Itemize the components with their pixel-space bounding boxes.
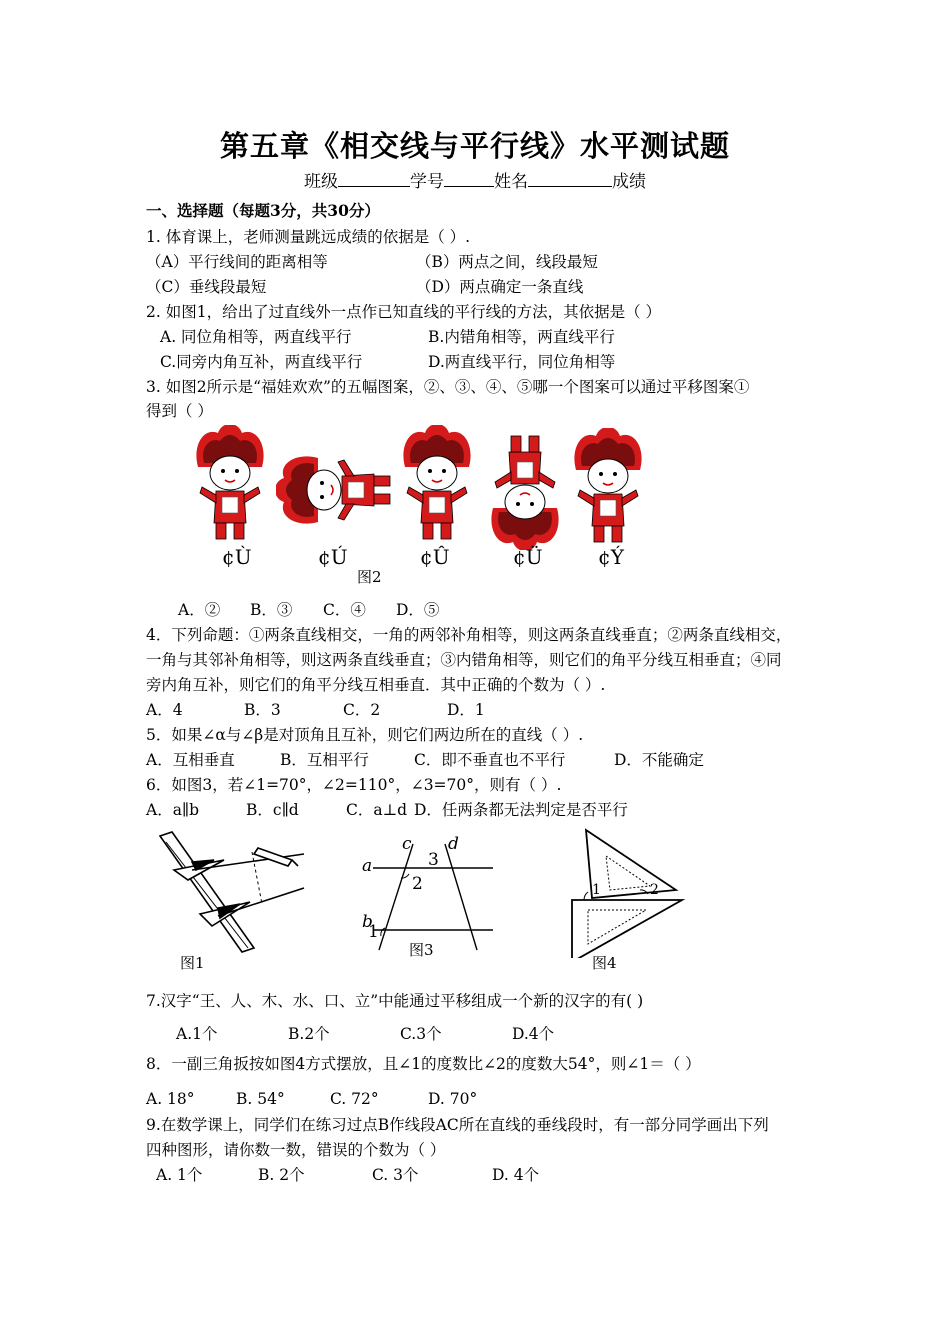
q3-stem-line1: 3. 如图2所示是“福娃欢欢”的五幅图案，②、③、④、⑤哪一个图案可以通过平移图案① <box>146 378 750 396</box>
q8-option-d[interactable]: D. 70° <box>428 1090 478 1108</box>
q4-option-a[interactable]: A．4 <box>146 701 183 719</box>
q7-option-c[interactable]: C.3个 <box>400 1025 442 1043</box>
number-blank[interactable] <box>444 170 494 187</box>
q9-option-b[interactable]: B. 2个 <box>258 1166 305 1184</box>
q4-line2: 一角与其邻补角相等，则这两条直线垂直；③内错角相等，则它们的角平分线互相垂直；④同 <box>146 651 782 669</box>
q9-option-a[interactable]: A. 1个 <box>156 1166 203 1184</box>
name-blank[interactable] <box>528 170 612 187</box>
q3-option-a[interactable]: A．② <box>178 601 221 619</box>
fig3-angle-2: 2 <box>412 874 423 894</box>
fig3-label-b: b <box>362 912 373 932</box>
q3-option-b[interactable]: B．③ <box>250 601 293 619</box>
section-heading: 一、选择题（每题3分，共30分） <box>146 201 380 220</box>
q1-stem: 1. 体育课上，老师测量跳远成绩的依据是（ ）. <box>146 228 471 246</box>
q8-option-b[interactable]: B. 54° <box>236 1090 285 1108</box>
q7-option-a[interactable]: A.1个 <box>176 1025 218 1043</box>
q7-stem: 7.汉字“王、人、木、水、口、立”中能通过平移组成一个新的汉字的有( ) <box>146 992 644 1010</box>
q4-line1: 4．下列命题：①两条直线相交，一角的两邻补角相等，则这两条直线垂直；②两条直线相交， <box>146 626 792 644</box>
q2-option-b[interactable]: B.内错角相等，两直线平行 <box>428 328 615 346</box>
fuwa-figure-4 <box>485 432 565 550</box>
fig3-label-c: c <box>402 834 412 854</box>
class-label: 班级 <box>304 172 338 192</box>
figure1-diagram <box>152 830 312 955</box>
figure4-caption: 图4 <box>592 954 617 972</box>
q5-stem: 5．如果∠α与∠β是对顶角且互补，则它们两边所在的直线（ ）. <box>146 726 584 744</box>
q1-option-a[interactable]: （A）平行线间的距离相等 <box>146 253 328 271</box>
q6-option-b[interactable]: B．c∥d <box>246 801 299 819</box>
q6-stem: 6．如图3，若∠1=70°，∠2=110°，∠3=70°，则有（ ）. <box>146 776 562 794</box>
q3-option-d[interactable]: D．⑤ <box>396 601 440 619</box>
student-info-line <box>0 167 950 192</box>
q2-option-a[interactable]: A. 同位角相等，两直线平行 <box>160 328 352 346</box>
q6-option-d[interactable]: D．任两条都无法判定是否平行 <box>414 801 628 819</box>
q9-line2: 四种图形，请你数一数，错误的个数为（ ） <box>146 1141 446 1159</box>
fig3-label-a: a <box>362 856 373 876</box>
q8-option-a[interactable]: A. 18° <box>146 1090 195 1108</box>
q6-option-a[interactable]: A．a∥b <box>146 801 200 819</box>
fig3-angle-3: 3 <box>428 850 439 870</box>
q5-option-a[interactable]: A．互相垂直 <box>146 751 235 769</box>
q4-line3: 旁内角互补，则它们的角平分线互相垂直．其中正确的个数为（ ）. <box>146 676 606 694</box>
q9-line1: 9.在数学课上，同学们在练习过点B作线段AC所在直线的垂线段时，有一部分同学画出下列 <box>146 1116 769 1134</box>
q3-stem-line2: 得到（ ） <box>146 402 213 420</box>
fuwa-label-5: ¢Ý <box>598 545 624 569</box>
fig4-angle-2: 2 <box>650 882 659 898</box>
q8-stem: 8．一副三角扳按如图4方式摆放，且∠1的度数比∠2的度数大54°，则∠1＝（ ） <box>146 1055 701 1073</box>
page-title: 第五章《相交线与平行线》水平测试题 <box>219 129 730 163</box>
q2-stem: 2. 如图1，给出了过直线外一点作已知直线的平行线的方法，其依据是（ ） <box>146 303 662 321</box>
figure3-caption: 图3 <box>409 941 434 959</box>
fuwa-upright <box>196 425 263 539</box>
fig4-angle-1: 1 <box>592 882 601 898</box>
fuwa-figure-1 <box>190 425 270 543</box>
fuwa-label-4: ¢Ü <box>513 545 543 569</box>
line-c <box>379 844 413 950</box>
score-label: 成绩 <box>612 172 646 192</box>
fig3-angle-1: 1 <box>368 922 379 942</box>
q4-option-b[interactable]: B．3 <box>244 701 281 719</box>
number-label: 学号 <box>410 172 444 192</box>
q1-option-b[interactable]: （B）两点之间，线段最短 <box>416 253 598 271</box>
figure4-diagram <box>566 826 690 958</box>
figure2-caption: 图2 <box>357 568 382 586</box>
q2-option-d[interactable]: D.两直线平行，同位角相等 <box>428 353 616 371</box>
line-d <box>445 844 477 950</box>
fuwa-figure-3 <box>397 425 477 543</box>
q7-option-b[interactable]: B.2个 <box>288 1025 330 1043</box>
fuwa-figure-2 <box>276 450 394 530</box>
q9-option-d[interactable]: D. 4个 <box>492 1166 540 1184</box>
fuwa-label-2: ¢Ú <box>318 545 348 569</box>
q6-option-c[interactable]: C．a⊥d <box>346 801 408 819</box>
q3-option-c[interactable]: C．④ <box>323 601 366 619</box>
fig3-label-d: d <box>448 834 459 854</box>
q4-option-d[interactable]: D．1 <box>447 701 485 719</box>
name-label: 姓名 <box>494 172 528 192</box>
fuwa-label-1: ¢Ù <box>222 545 252 569</box>
q5-option-d[interactable]: D．不能确定 <box>614 751 704 769</box>
q9-option-c[interactable]: C. 3个 <box>372 1166 419 1184</box>
class-blank[interactable] <box>338 170 410 187</box>
q7-option-d[interactable]: D.4个 <box>512 1025 555 1043</box>
q4-option-c[interactable]: C．2 <box>343 701 381 719</box>
q8-option-c[interactable]: C. 72° <box>330 1090 379 1108</box>
q2-option-c[interactable]: C.同旁内角互补，两直线平行 <box>160 353 363 371</box>
fuwa-label-3: ¢Û <box>420 545 450 569</box>
q1-option-d[interactable]: （D）两点确定一条直线 <box>416 278 584 296</box>
fuwa-figure-5 <box>568 428 648 546</box>
q1-option-c[interactable]: （C）垂线段最短 <box>146 278 267 296</box>
figure1-caption: 图1 <box>180 954 205 972</box>
q5-option-b[interactable]: B．互相平行 <box>280 751 369 769</box>
q5-option-c[interactable]: C．即不垂直也不平行 <box>414 751 566 769</box>
